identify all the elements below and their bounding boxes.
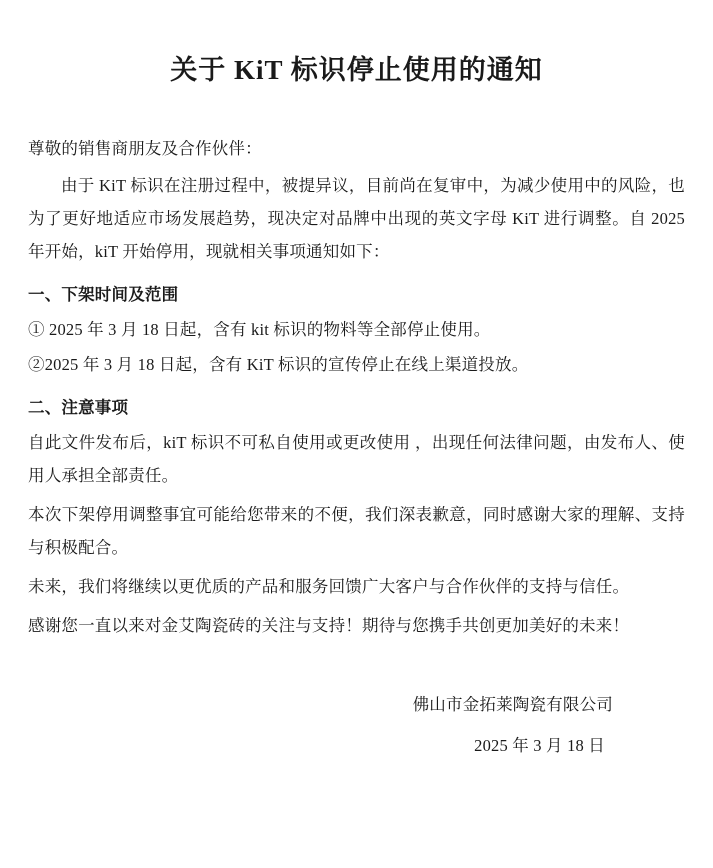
section-two-paragraph: 感谢您一直以来对金艾陶瓷砖的关注与支持！期待与您携手共创更加美好的未来！	[28, 615, 630, 635]
section-two-paragraph: 本次下架停用调整事宜可能给您带来的不便，我们深表歉意，同时感谢大家的理解、支持与积极配合。	[28, 504, 685, 557]
section-two-heading: 二、注意事项	[28, 397, 129, 417]
list-item: ① 2025 年 3 月 18 日起，含有 kit 标识的物料等全部停止使用。	[28, 319, 491, 339]
list-item: ②2025 年 3 月 18 日起，含有 KiT 标识的宣传停止在线上渠道投放。	[28, 354, 529, 374]
signature-company: 佛山市金拓莱陶瓷有限公司	[412, 694, 613, 714]
section-one-heading: 一、下架时间及范围	[28, 284, 179, 304]
document-body	[28, 132, 685, 642]
salutation-paragraph: 尊敬的销售商朋友及合作伙伴：	[28, 138, 262, 158]
signature-date: 2025 年 3 月 18 日	[474, 735, 605, 755]
section-two-paragraph: 未来，我们将继续以更优质的产品和服务回馈广大客户与合作伙伴的支持与信任。	[28, 576, 630, 596]
intro-paragraph: 由于 KiT 标识在注册过程中，被提异议，目前尚在复审中，为减少使用中的风险，也为了更好地适应市场发展趋势，现决定对品牌中出现的英文字母 KiT 进行调整。自 2025 年开始，kiT 开始停用，现就相关事项通知如下：	[28, 175, 685, 261]
section-two-paragraph: 自此文件发布后，kiT 标识不可私自使用或更改使用 ，出现任何法律问题，由发布人、使用人承担全部责任。	[28, 432, 685, 485]
page-title: 关于 KiT 标识停止使用的通知	[170, 55, 543, 85]
signature-block	[28, 688, 685, 762]
